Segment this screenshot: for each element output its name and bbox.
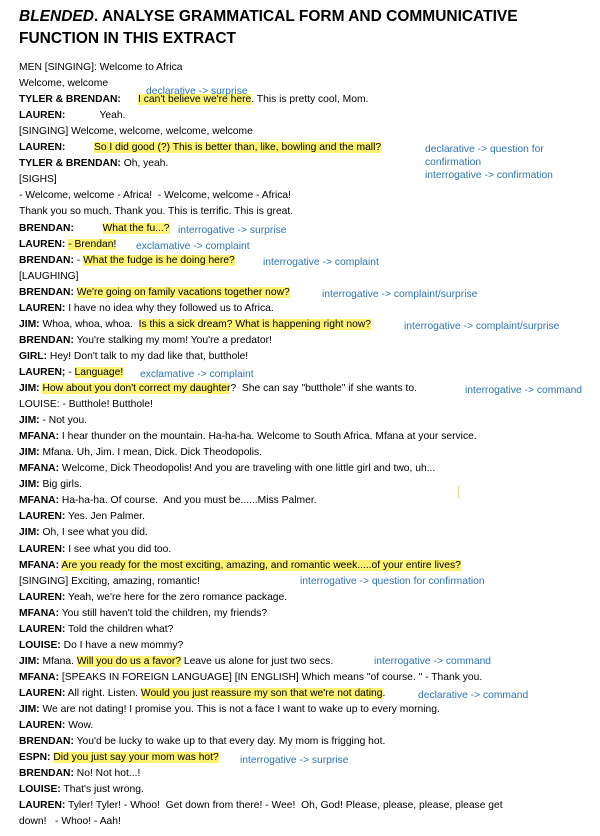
transcript-line (19, 189, 291, 203)
speaker-label: LAUREN: (19, 238, 66, 250)
speaker-label: GIRL: (19, 350, 48, 362)
transcript-line (19, 125, 253, 139)
highlighted-utterance: I can't believe we're here (138, 94, 252, 106)
highlighted-utterance: Did you just say your mom was hot? (53, 752, 219, 764)
dialogue-text: . This is pretty cool, Mom. (251, 94, 369, 106)
transcript-line (19, 735, 385, 749)
transcript-line (19, 543, 171, 557)
document-title (19, 6, 579, 50)
dialogue-text: Wow. (65, 720, 94, 732)
dialogue-text: All right. Listen. (65, 687, 141, 699)
speaker-label: JIM: (19, 704, 40, 715)
dialogue-text: Oh, yeah. (120, 158, 169, 170)
annotation-note: interrogative -> confirmation (425, 170, 553, 181)
transcript-line (19, 302, 274, 316)
annotation-note: interrogative -> command (465, 385, 583, 396)
speaker-label: JIM: (19, 383, 40, 394)
transcript-line (19, 157, 168, 171)
dialogue-text: Mfana. (39, 655, 77, 667)
dialogue-text: . (382, 687, 386, 699)
dialogue-text: Yeah, we're here for the zero romance package. (65, 591, 288, 603)
speaker-label: LAUREN: (19, 543, 66, 555)
dialogue-text: Oh, I see what you did. (39, 527, 148, 539)
dialogue-text: Leave us alone for just two secs. (180, 655, 334, 667)
speaker-label: BRENDAN: (19, 286, 74, 298)
dialogue-text: You still haven't told the children, my friends? (59, 607, 268, 619)
transcript-line (19, 783, 144, 797)
speaker-label: LAUREN: (19, 623, 66, 635)
dialogue-text: Hey! Don't talk to my dad like that, butthole! (47, 350, 249, 362)
speaker-label: LAUREN: (19, 800, 66, 812)
transcript-line (19, 575, 200, 589)
transcript-line (19, 350, 248, 364)
dialogue-text: Whoa, whoa, whoa. (39, 318, 139, 330)
transcript-line (19, 109, 125, 123)
transcript-line (19, 494, 317, 508)
dialogue-text: Thank you so much. Thank you. This is terrific. This is great. (19, 206, 294, 218)
annotation-note: exclamative -> complaint (136, 241, 250, 252)
dialogue-text: You'd be lucky to wake up to that every day. My mom is frigging hot. (73, 736, 386, 748)
speaker-label: LOUISE: (19, 784, 61, 796)
transcript-line (19, 591, 287, 605)
dialogue-text: Yes. Jen Palmer. (65, 511, 145, 523)
annotation-note: interrogative -> complaint/surprise (404, 321, 560, 332)
dialogue-text: ? She can say "butthole" if she wants to. (230, 383, 417, 394)
highlighted-utterance: Will you do us a favor? (76, 655, 181, 667)
dialogue-text: MEN [SINGING]: Welcome to Africa (19, 62, 183, 73)
annotation-note: declarative -> command (418, 690, 529, 701)
transcript-line (19, 366, 123, 380)
speaker-label: LAUREN: (19, 720, 66, 732)
transcript-line (19, 751, 219, 765)
speaker-label: LOUISE: (19, 639, 61, 651)
highlighted-utterance: Would you just reassure my son that we're not dating (140, 687, 383, 699)
transcript-line (19, 639, 183, 653)
title-rest: . ANALYSE GRAMMATICAL FORM AND COMMUNICATIVE FUNCTION IN THIS EXTRACT (19, 8, 518, 47)
transcript-line (19, 286, 290, 300)
dialogue-text (74, 223, 103, 234)
annotation-note: interrogative -> complaint/surprise (322, 289, 478, 300)
dialogue-text: That's just wrong. (60, 784, 144, 796)
transcript-line (19, 222, 170, 236)
speaker-label: MFANA: (19, 463, 60, 475)
dialogue-text (121, 94, 138, 105)
transcript-line (19, 671, 482, 685)
dialogue-text: I have no idea why they followed us to Africa. (65, 302, 274, 314)
transcript-line (19, 61, 182, 75)
title-italic-part: BLENDED (19, 8, 94, 25)
dialogue-text: Do I have a new mommy? (60, 639, 184, 651)
highlighted-utterance: Is this a sick dream? What is happening right now? (138, 318, 372, 330)
highlighted-utterance: Are you ready for the most exciting, amazing, and romantic week.....of your entire lives? (61, 559, 461, 571)
transcript-line (19, 815, 121, 829)
speaker-label: LAUREN: (19, 687, 66, 699)
dialogue-text: [SINGING] Exciting, amazing, romantic! (19, 575, 200, 587)
speaker-label: LAUREN: (19, 302, 66, 314)
highlighted-utterance: We're going on family vacations together now? (76, 286, 290, 298)
transcript-line (19, 446, 262, 460)
speaker-label: BRENDAN: (19, 254, 74, 266)
dialogue-text: [SINGING] Welcome, welcome, welcome, welcome (19, 126, 253, 138)
annotation-note: declarative -> question for confirmation (425, 144, 544, 168)
transcript-line (19, 703, 440, 717)
speaker-label: LAUREN; (19, 366, 66, 378)
speaker-label: LAUREN: (19, 142, 66, 154)
annotation-note: interrogative -> surprise (178, 225, 287, 236)
annotation-note: declarative -> surprise (146, 86, 248, 97)
speaker-label: JIM: (19, 415, 40, 427)
transcript-line (19, 799, 503, 813)
transcript-line (19, 77, 108, 91)
dialogue-text: - Not you. (39, 415, 88, 427)
speaker-label: MFANA: (19, 495, 60, 507)
transcript-line (19, 478, 82, 492)
transcript-line (19, 173, 57, 187)
dialogue-text: Mfana. Uh, Jim. I mean, Dick. Dick Theodopolis. (39, 447, 263, 459)
dialogue-text: Welcome, welcome (19, 78, 109, 90)
transcript-line (19, 767, 140, 781)
dialogue-text: - Welcome, welcome - Africa! - Welcome, welcome - Africa! (19, 190, 291, 202)
dialogue-text: Welcome, Dick Theodopolis! And you are traveling with one little girl and two, uh... (59, 463, 436, 475)
dialogue-text (65, 142, 94, 153)
transcript-line (19, 205, 293, 219)
annotation-note: interrogative -> question for confirmation (300, 576, 485, 587)
transcript-line (19, 270, 79, 284)
speaker-label: BRENDAN: (19, 222, 74, 234)
transcript-line (19, 398, 153, 412)
transcript-line (19, 559, 461, 573)
dialogue-text: [SPEAKS IN FOREIGN LANGUAGE] [IN ENGLISH] Which means "of course. " - Thank you. (59, 671, 483, 683)
dialogue-text: Big girls. (39, 479, 82, 491)
speaker-label: JIM: (19, 527, 40, 539)
speaker-label: LAUREN: (19, 511, 66, 523)
transcript-line (19, 607, 267, 621)
dialogue-text: No! Not hot...! (73, 768, 141, 780)
speaker-label: JIM: (19, 318, 40, 330)
speaker-label: BRENDAN: (19, 736, 74, 748)
text-cursor (458, 486, 459, 498)
transcript-line (19, 414, 87, 428)
dialogue-text: Tyler! Tyler! - Whoo! Get down from there! - Wee! Oh, God! Please, please, please, please get (65, 800, 503, 812)
dialogue-text: LOUISE: - Butthole! Butthole! (19, 399, 153, 411)
transcript-line (19, 623, 173, 637)
transcript-line (19, 719, 93, 733)
dialogue-text: - (73, 254, 84, 266)
dialogue-text: Ha-ha-ha. Of course. And you must be......Miss Palmer. (59, 495, 317, 507)
dialogue-text: [LAUGHING] (19, 270, 79, 282)
annotation-note: interrogative -> surprise (240, 755, 349, 766)
transcript-line (19, 430, 477, 444)
transcript-line (19, 141, 381, 155)
transcript-line (19, 254, 235, 268)
highlighted-utterance: What the fudge is he doing here? (83, 254, 235, 266)
dialogue-text: You're stalking my mom! You're a predator! (73, 334, 272, 346)
dialogue-text: down! - Whoo! - Aah! (19, 816, 121, 828)
highlighted-utterance: So I did good (?) This is better than, like, bowling and the mall? (93, 142, 382, 154)
transcript-line (19, 655, 333, 669)
speaker-label: JIM: (19, 479, 40, 491)
dialogue-text: I see what you did too. (65, 543, 172, 555)
dialogue-text: [SIGHS] (19, 174, 57, 186)
transcript-line (19, 510, 145, 524)
transcript-line (19, 526, 148, 540)
speaker-label: LAUREN: (19, 591, 66, 603)
annotation-note: interrogative -> command (374, 656, 492, 667)
dialogue-text: Yeah. (65, 110, 126, 122)
transcript-line (19, 382, 417, 396)
speaker-label: MFANA: (19, 431, 60, 443)
annotation-note: exclamative -> complaint (140, 369, 254, 380)
speaker-label: MFANA: (19, 671, 60, 683)
transcript-line (19, 318, 371, 332)
speaker-label: JIM: (19, 655, 40, 667)
transcript-line (19, 462, 435, 476)
speaker-label: ESPN: (19, 752, 51, 764)
speaker-label: LAUREN: (19, 110, 66, 122)
highlighted-utterance: What the fu...? (102, 222, 170, 234)
dialogue-text: Told the children what? (65, 623, 174, 635)
speaker-label: BRENDAN: (19, 334, 74, 346)
speaker-label: JIM: (19, 447, 40, 459)
dialogue-text: - (65, 366, 75, 378)
highlighted-utterance: - Brendan! (68, 238, 117, 250)
transcript-line (19, 687, 385, 701)
highlighted-utterance: Language! (74, 366, 124, 378)
transcript-line (19, 334, 272, 348)
speaker-label: BRENDAN: (19, 768, 74, 780)
speaker-label: MFANA: (19, 559, 60, 571)
dialogue-text: We are not dating! I promise you. This is not a face I want to wake up to every morning. (39, 704, 440, 715)
transcript-line (19, 238, 116, 252)
dialogue-text: I hear thunder on the mountain. Ha-ha-ha. Welcome to South Africa. Mfana at your service. (59, 431, 477, 443)
speaker-label: TYLER & BRENDAN: (19, 158, 121, 170)
highlighted-utterance: How about you don't correct my daughter (42, 383, 231, 394)
annotation-note: interrogative -> complaint (263, 257, 379, 268)
speaker-label: MFANA: (19, 607, 60, 619)
speaker-label: TYLER & BRENDAN: (19, 94, 121, 106)
